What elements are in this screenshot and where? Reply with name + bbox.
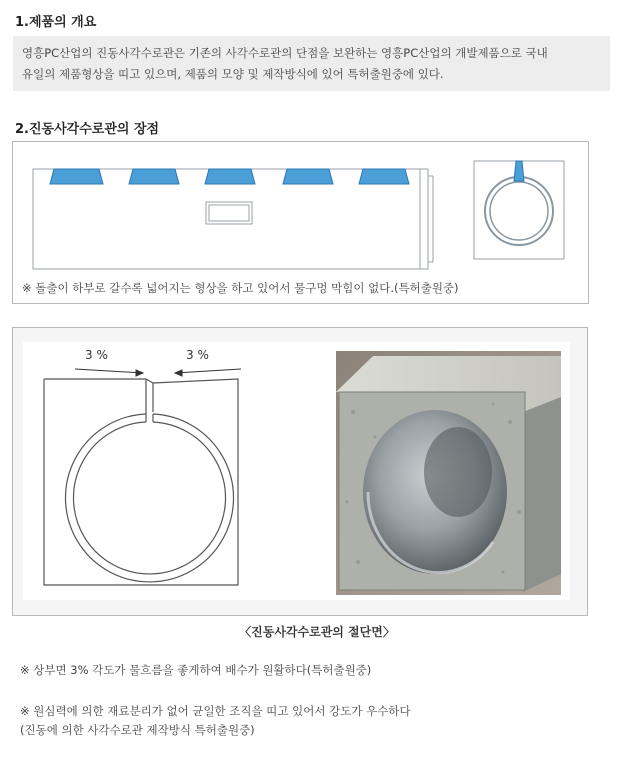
note-3: (진동에 의한 사각수로관 제작방식 특허출원중) [20,723,255,737]
note-1: ※ 상부면 3% 각도가 물흐름을 좋게하여 배수가 원활하다(특허출원중) [20,663,372,677]
section-outline [44,379,238,585]
note-2: ※ 원심력에 의한 재료분리가 없어 균일한 조직을 띠고 있어서 강도가 우수하다 [20,704,411,718]
cross-section-caption: 〈진동사각수로관의 절단면〉 [239,625,395,639]
section1-title: 1.제품의 개요 [15,15,97,30]
slope-arrows [75,369,241,376]
cross-section-frame [12,327,588,616]
drawing-frame [12,141,589,304]
protrusions [50,169,409,184]
intro-box [13,36,610,91]
concrete-photo [336,351,561,595]
slope-label-right: 3 % [186,348,209,362]
cross-section-panel [23,342,570,600]
intro-line-1: 영흥PC산업의 진동사각수로관은 기존의 사각수로관의 단점을 보완하는 영흥PC산업의 개발제품으로 국내 [22,46,548,60]
section2-title: 2.진동사각수로관의 장점 [15,122,160,137]
intro-line-2: 유일의 제품형상을 띠고 있으며, 제품의 모양 및 제작방식에 있어 특허출원중에 있다. [22,67,444,81]
section-ring [65,414,233,582]
cross-section-svg [23,342,570,600]
drawing-note: ※ 돌출이 하부로 갈수록 넓어지는 형상을 하고 있어서 물구멍 막힘이 없다.(특허출원중) [22,281,459,295]
end-view-notch [514,161,524,181]
slope-label-left: 3 % [85,348,108,362]
